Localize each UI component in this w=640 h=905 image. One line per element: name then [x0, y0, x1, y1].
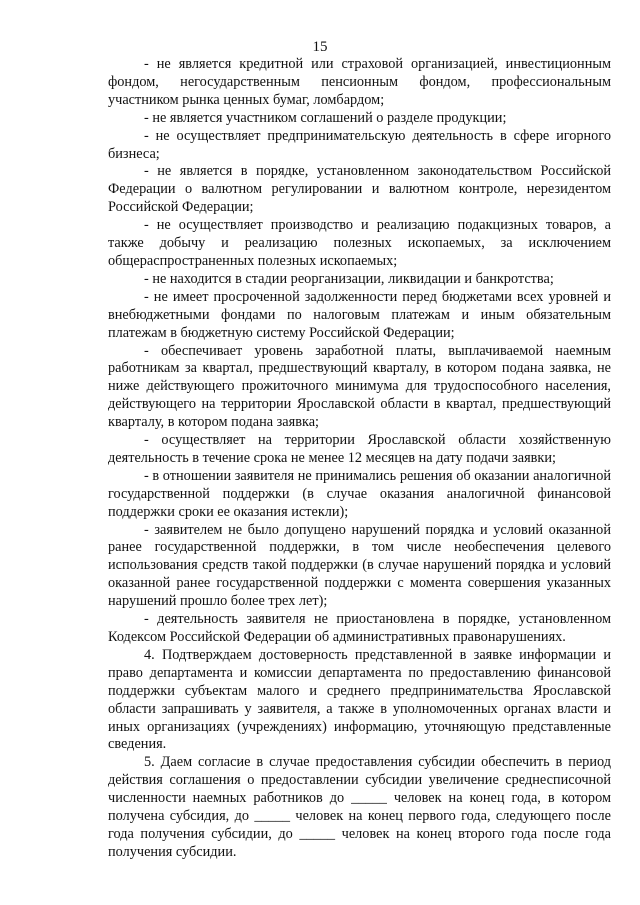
paragraph: - не осуществляет предпринимательскую деятельность в сфере игорного бизнеса;: [108, 127, 611, 162]
page-number: 15: [312, 39, 328, 55]
paragraph: - заявителем не было допущено нарушений порядка и условий оказанной ранее государственной поддержки, в том числе необеспечения целевого использования средств такой поддержки (в случае нарушений порядка и условий оказанной ранее государственной поддержки с момента совершения указанных нарушений прошло более трех лет);: [108, 521, 611, 610]
paragraph: - не имеет просроченной задолженности перед бюджетами всех уровней и внебюджетными фондами по налоговым платежам и иным обязательным платежам в бюджетную систему Российской Федерации;: [108, 288, 611, 341]
paragraph: - не является в порядке, установленном законодательством Российской Федерации о валютном регулировании и валютном контроле, нерезидентом Российской Федерации;: [108, 163, 611, 216]
document-body: [108, 56, 611, 862]
paragraph: - деятельность заявителя не приостановлена в порядке, установленном Кодексом Российской Федерации об административных правонарушениях.: [108, 611, 611, 645]
paragraph: - не является участником соглашений о разделе продукции;: [144, 109, 507, 126]
paragraph: - обеспечивает уровень заработной платы, выплачиваемой наемным работникам за квартал, предшествующий кварталу, в котором подана заявка, не ниже действующего прожиточного минимума для трудоспособного населения, действующего на территории Ярославской области в квартал, предшествующий кварталу, в котором подана заявка;: [108, 342, 611, 431]
paragraph: - не находится в стадии реорганизации, ликвидации и банкротства;: [144, 270, 554, 287]
paragraph: - осуществляет на территории Ярославской области хозяйственную деятельность в течение срока не менее 12 месяцев на дату подачи заявки;: [108, 432, 611, 466]
paragraph: - не осуществляет производство и реализацию подакцизных товаров, а также добычу и реализацию полезных ископаемых, за исключением общераспространенных полезных ископаемых;: [108, 217, 611, 269]
paragraph: - в отношении заявителя не принимались решения об оказании аналогичной государственной поддержки (в случае оказания аналогичной финансовой поддержки сроки ее оказания истекли);: [108, 467, 611, 520]
paragraph: 4. Подтверждаем достоверность представленной в заявке информации и право департамента и комиссии департамента по предоставлению финансовой поддержки субъектам малого и среднего предпринимательства Ярославской области запрашивать у заявителя, а также в уполномоченных органах власти и иных организациях (учреждениях) информацию, уточняющую представленные сведения.: [108, 646, 611, 753]
paragraph: - не является кредитной или страховой организацией, инвестиционным фондом, негосударственным пенсионным фондом, профессиональным участником рынка ценных бумаг, ломбардом;: [108, 56, 611, 108]
paragraph: 5. Даем согласие в случае предоставления субсидии обеспечить в период действия соглашения о предоставлении субсидии увеличение среднесписочной численности наемных работников до _____ человек на конец года, в котором получена субсидия, до _____ человек на конец первого года, следующего после года получения субсидии, до _____ человек на конец второго года после года получения субсидии.: [108, 754, 611, 860]
